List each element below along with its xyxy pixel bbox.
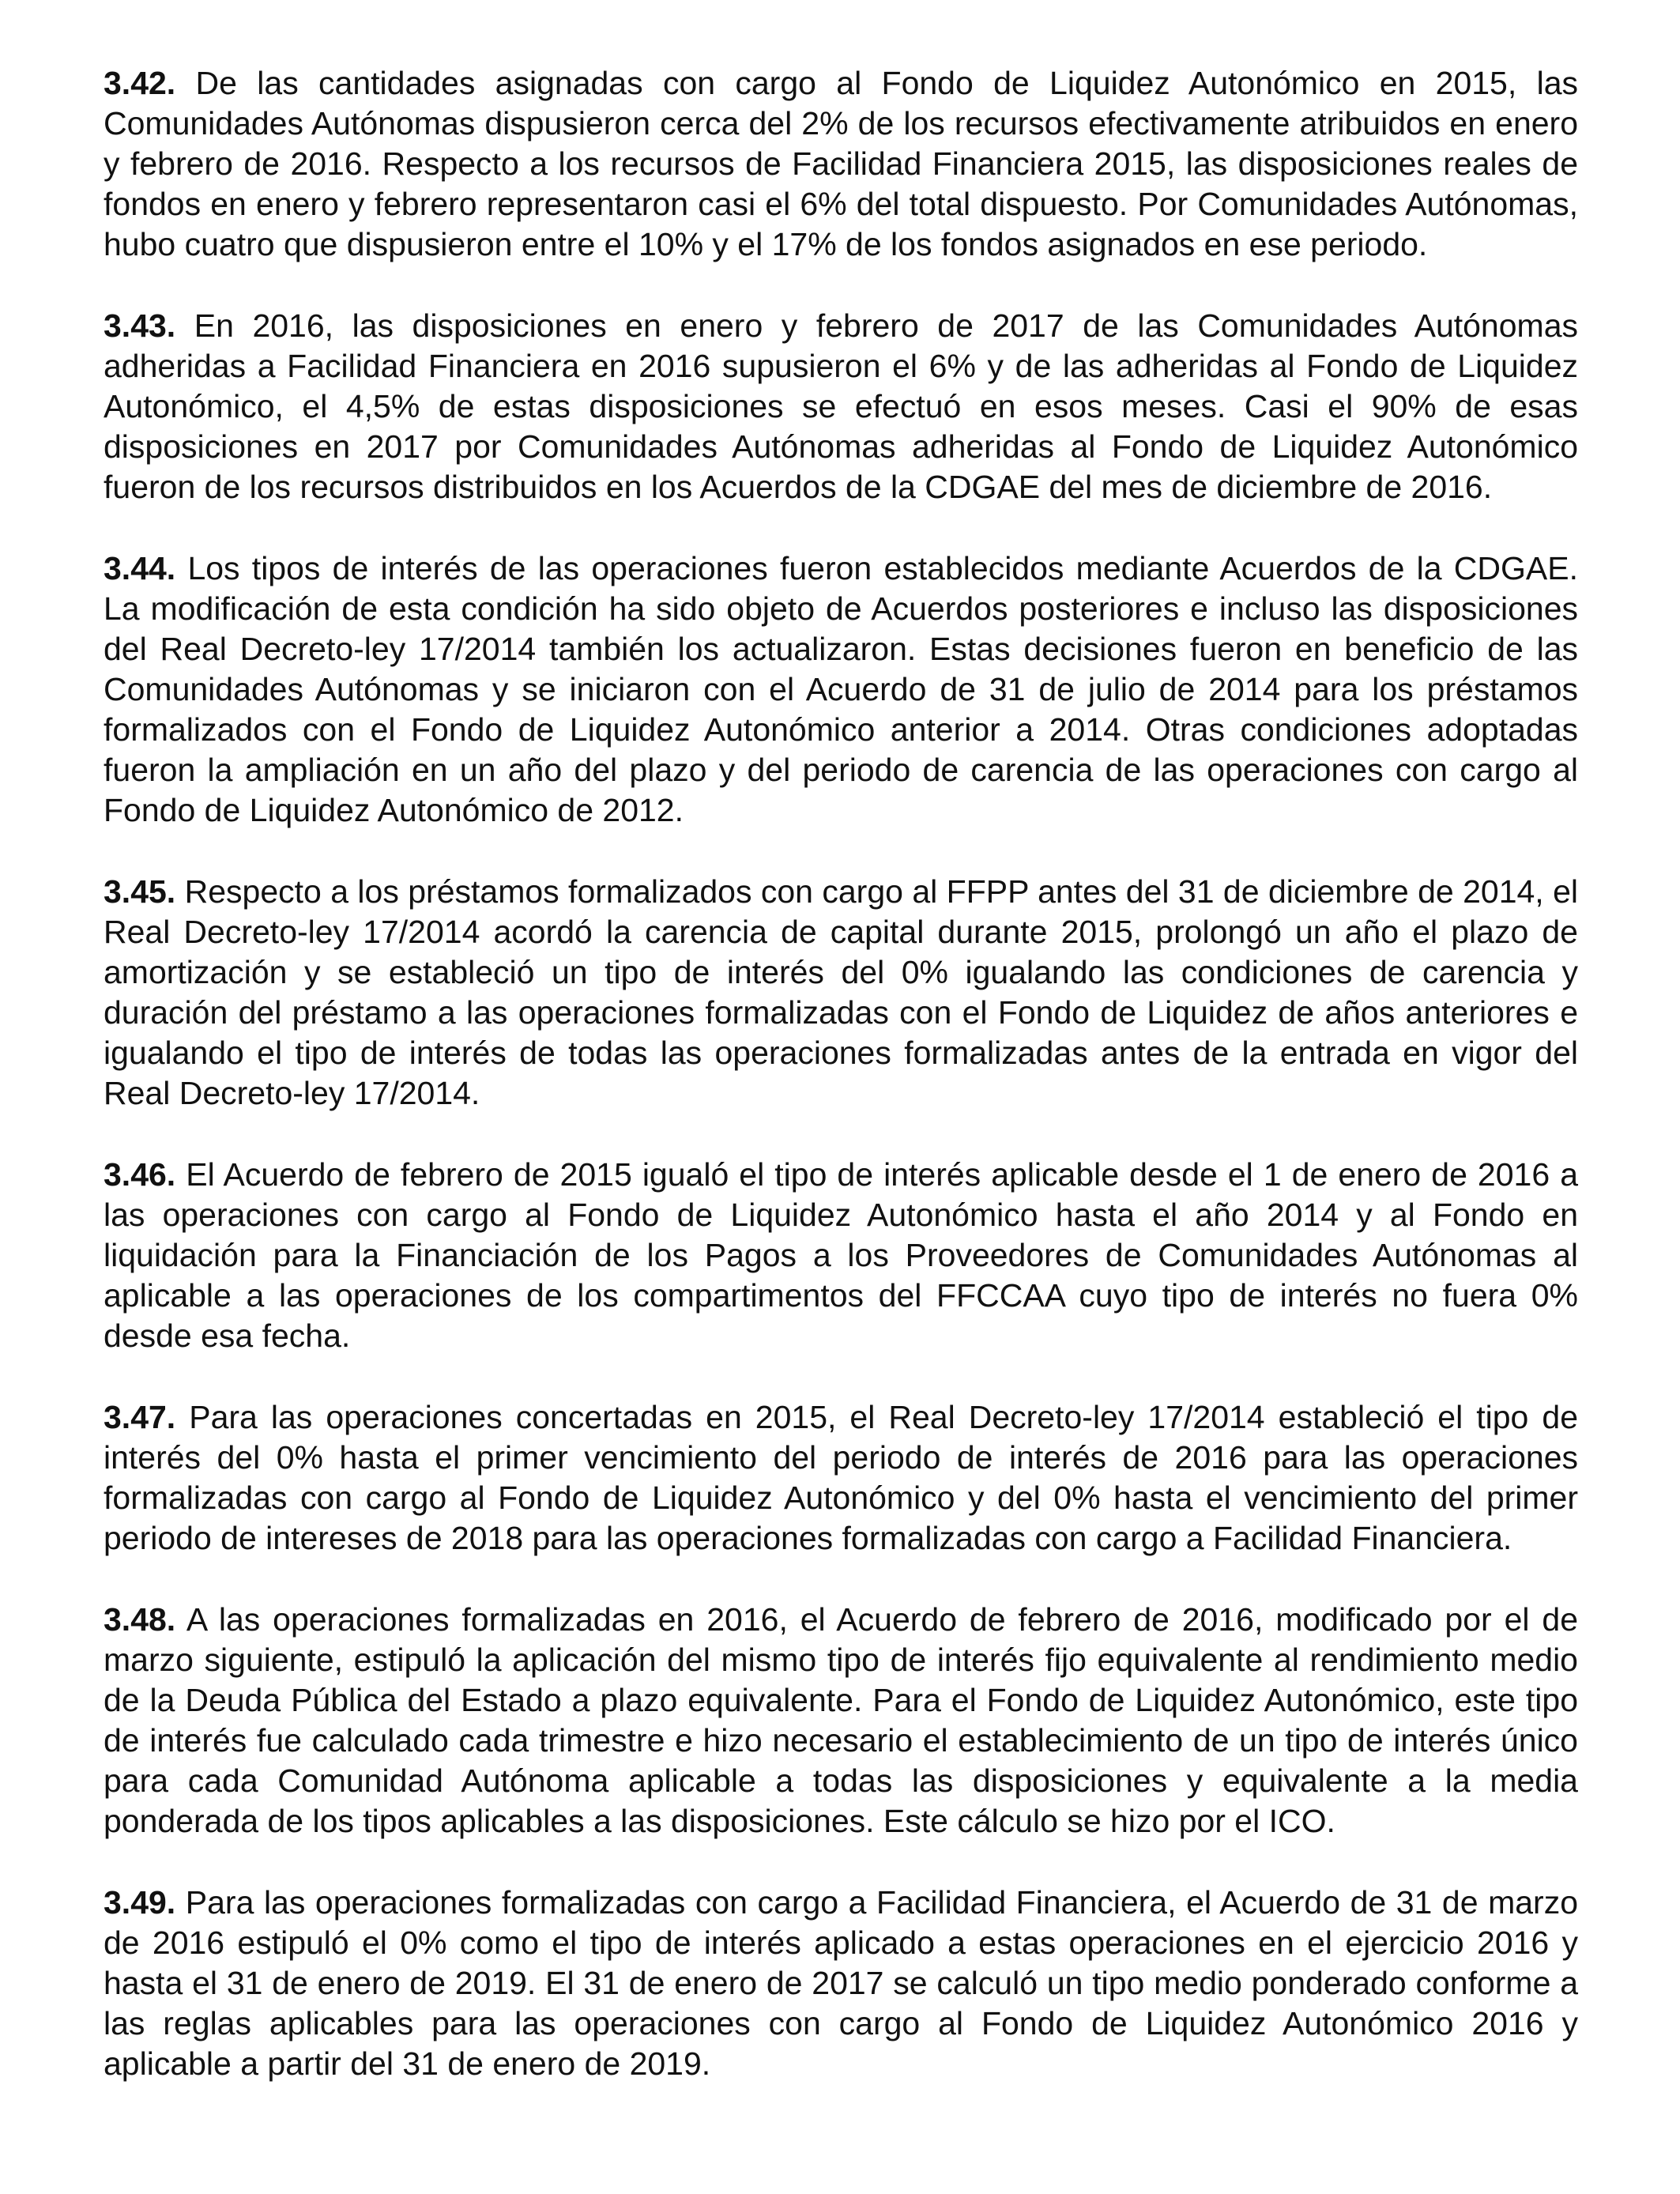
document-page (104, 63, 1578, 2084)
paragraph-number: 3.47. (104, 1399, 176, 1435)
paragraph-text: A las operaciones formalizadas en 2016, el Acuerdo de febrero de 2016, modificado por el de marzo siguiente, estipuló la aplicación del mismo tipo de interés fijo equivalente al rendimiento medio de la Deuda Pública del Estado a plazo equivalente. Para el Fondo de Liquidez Autonómico, este tipo de interés fue calculado cada trimestre e hizo necesario el establecimiento de un tipo de interés único para cada Comunidad Autónoma aplicable a todas las disposiciones y equivalente a la media ponderada de los tipos aplicables a las disposiciones. Este cálculo se hizo por el ICO. (104, 1601, 1578, 1839)
paragraph-text: Respecto a los préstamos formalizados con cargo al FFPP antes del 31 de diciembre de 2014, el Real Decreto-ley 17/2014 acordó la carencia de capital durante 2015, prolongó un año el plazo de amortización y se estableció un tipo de interés del 0% igualando las condiciones de carencia y duración del préstamo a las operaciones formalizadas con el Fondo de Liquidez de años anteriores e igualando el tipo de interés de todas las operaciones formalizadas antes de la entrada en vigor del Real Decreto-ley 17/2014. (104, 873, 1578, 1111)
paragraph-3-47 (104, 1397, 1578, 1559)
paragraph-3-49 (104, 1883, 1578, 2084)
paragraph-3-45 (104, 872, 1578, 1114)
paragraph-text: Para las operaciones concertadas en 2015, el Real Decreto-ley 17/2014 estableció el tipo de interés del 0% hasta el primer vencimiento del periodo de interés de 2016 para las operaciones formalizadas con cargo al Fondo de Liquidez Autonómico y del 0% hasta el vencimiento del primer periodo de intereses de 2018 para las operaciones formalizadas con cargo a Facilidad Financiera. (104, 1399, 1578, 1556)
paragraph-3-44 (104, 548, 1578, 831)
paragraph-3-46 (104, 1155, 1578, 1356)
paragraph-text: El Acuerdo de febrero de 2015 igualó el tipo de interés aplicable desde el 1 de enero de 2016 a las operaciones con cargo al Fondo de Liquidez Autonómico hasta el año 2014 y al Fondo en liquidación para la Financiación de los Pagos a los Proveedores de Comunidades Autónomas al aplicable a las operaciones de los compartimentos del FFCCAA cuyo tipo de interés no fuera 0% desde esa fecha. (104, 1156, 1578, 1354)
paragraph-text: Para las operaciones formalizadas con cargo a Facilidad Financiera, el Acuerdo de 31 de marzo de 2016 estipuló el 0% como el tipo de interés aplicado a estas operaciones en el ejercicio 2016 y hasta el 31 de enero de 2019. El 31 de enero de 2017 se calculó un tipo medio ponderado conforme a las reglas aplicables para las operaciones con cargo al Fondo de Liquidez Autonómico 2016 y aplicable a partir del 31 de enero de 2019. (104, 1884, 1578, 2082)
paragraph-number: 3.46. (104, 1156, 176, 1193)
paragraph-number: 3.42. (104, 65, 176, 101)
paragraph-3-42 (104, 63, 1578, 265)
paragraph-number: 3.49. (104, 1884, 176, 1921)
paragraph-3-48 (104, 1600, 1578, 1842)
paragraph-text: En 2016, las disposiciones en enero y febrero de 2017 de las Comunidades Autónomas adheridas a Facilidad Financiera en 2016 supusieron el 6% y de las adheridas al Fondo de Liquidez Autonómico, el 4,5% de estas disposiciones se efectuó en esos meses. Casi el 90% de esas disposiciones en 2017 por Comunidades Autónomas adheridas al Fondo de Liquidez Autonómico fueron de los recursos distribuidos en los Acuerdos de la CDGAE del mes de diciembre de 2016. (104, 307, 1578, 505)
paragraph-number: 3.44. (104, 550, 176, 586)
paragraph-number: 3.43. (104, 307, 176, 344)
paragraph-number: 3.48. (104, 1601, 176, 1638)
paragraph-text: Los tipos de interés de las operaciones fueron establecidos mediante Acuerdos de la CDGAE. La modificación de esta condición ha sido objeto de Acuerdos posteriores e incluso las disposiciones del Real Decreto-ley 17/2014 también los actualizaron. Estas decisiones fueron en beneficio de las Comunidades Autónomas y se iniciaron con el Acuerdo de 31 de julio de 2014 para los préstamos formalizados con el Fondo de Liquidez Autonómico anterior a 2014. Otras condiciones adoptadas fueron la ampliación en un año del plazo y del periodo de carencia de las operaciones con cargo al Fondo de Liquidez Autonómico de 2012. (104, 550, 1578, 828)
paragraph-text: De las cantidades asignadas con cargo al Fondo de Liquidez Autonómico en 2015, las Comunidades Autónomas dispusieron cerca del 2% de los recursos efectivamente atribuidos en enero y febrero de 2016. Respecto a los recursos de Facilidad Financiera 2015, las disposiciones reales de fondos en enero y febrero representaron casi el 6% del total dispuesto. Por Comunidades Autónomas, hubo cuatro que dispusieron entre el 10% y el 17% de los fondos asignados en ese periodo. (104, 65, 1578, 262)
paragraph-3-43 (104, 306, 1578, 507)
paragraph-number: 3.45. (104, 873, 176, 910)
